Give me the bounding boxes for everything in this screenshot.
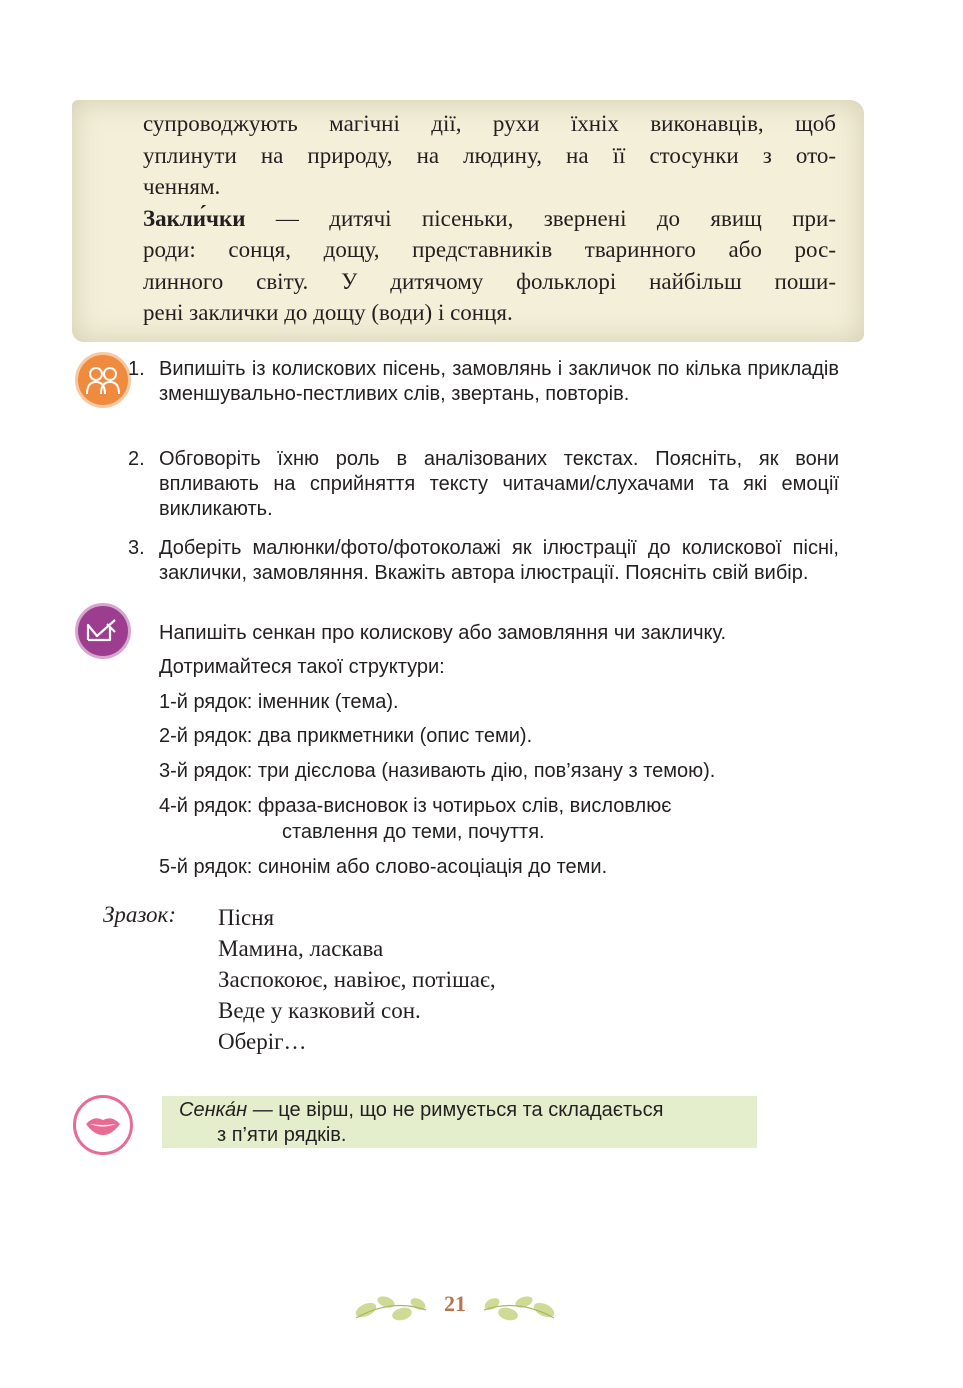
intro-term-line (143, 203, 836, 235)
sample-line: Оберіг… (218, 1029, 307, 1054)
structure-row: 2-й рядок: два прикметники (опис теми). (159, 725, 533, 747)
task-text: Доберіть малюнки/фото/фотоколажі як ілюстрації до колискової пісні, заклички, замовляння. Вкажіть автора ілюстрації. Поясніть свій вибір. (159, 537, 839, 584)
task-number: 1. (128, 358, 145, 380)
sample-line: Заспокоює, навіює, потішає, (218, 967, 496, 992)
intro-line: уплинути на природу, на людину, на її стосунки з ото- (143, 142, 836, 168)
definition-note (162, 1096, 757, 1148)
task-text: Випишіть із колискових пісень, замовлянь і закличок по кілька прикладів зменшувально-пестливих слів, звертань, повторів. (159, 358, 839, 405)
writing-structure: Дотримайтеся такої структури: (159, 656, 445, 678)
term-definition: — дитячі пісеньки, звернені до явищ при- (245, 205, 836, 231)
lips-icon (73, 1095, 133, 1155)
note-text: — це вірш, що не римується та складається (247, 1099, 664, 1121)
task-item (128, 357, 839, 407)
writing-intro: Напишіть сенкан про колискову або замовляння чи закличку. (159, 622, 727, 644)
intro-line: супроводжують магічні дії, рухи їхніх виконавців, щоб (143, 111, 836, 136)
intro-text (143, 108, 836, 329)
task-item (128, 447, 839, 522)
note-line: з п’яти рядків. (217, 1124, 347, 1146)
intro-line: ченням. (143, 174, 221, 199)
task-item (128, 536, 839, 586)
term-zaklychky: Закли́чки (143, 205, 246, 231)
page-number: 21 (444, 1291, 466, 1316)
intro-line: рені заклички до дощу (води) і сонця. (143, 300, 513, 325)
task-number: 2. (128, 448, 145, 470)
structure-row: 1-й рядок: іменник (тема). (159, 691, 399, 713)
sample-line: Мамина, ласкава (218, 936, 384, 961)
sample-line: Пісня (218, 905, 275, 930)
structure-row: 4-й рядок: фраза-висновок із чотирьох слів, висловлює (159, 795, 672, 817)
pencil-writing-icon (75, 603, 131, 659)
task-text: Обговоріть їхню роль в аналізованих текстах. Поясніть, як вони впливають на сприйняття тексту читачами/слухачами та які емоції викликають. (159, 448, 839, 520)
intro-line: линного світу. У дитячому фольклорі найбільш поши- (143, 268, 836, 294)
structure-row: 5-й рядок: синонім або слово-асоціація до теми. (159, 856, 608, 878)
intro-line: роди: сонця, дощу, представників тваринного або рос- (143, 237, 836, 262)
task-number: 3. (128, 537, 145, 559)
sample-poem (218, 902, 496, 1057)
note-line (179, 1098, 747, 1123)
sample-line: Веде у казковий сон. (218, 998, 421, 1023)
structure-row: 3-й рядок: три дієслова (називають дію, пов’язану з темою). (159, 760, 716, 782)
pair-work-icon (75, 352, 131, 408)
sample-label: Зразок: (103, 902, 176, 927)
note-term: Сенка́н (179, 1099, 248, 1121)
structure-row-continuation: ставлення до теми, почуття. (282, 821, 545, 843)
